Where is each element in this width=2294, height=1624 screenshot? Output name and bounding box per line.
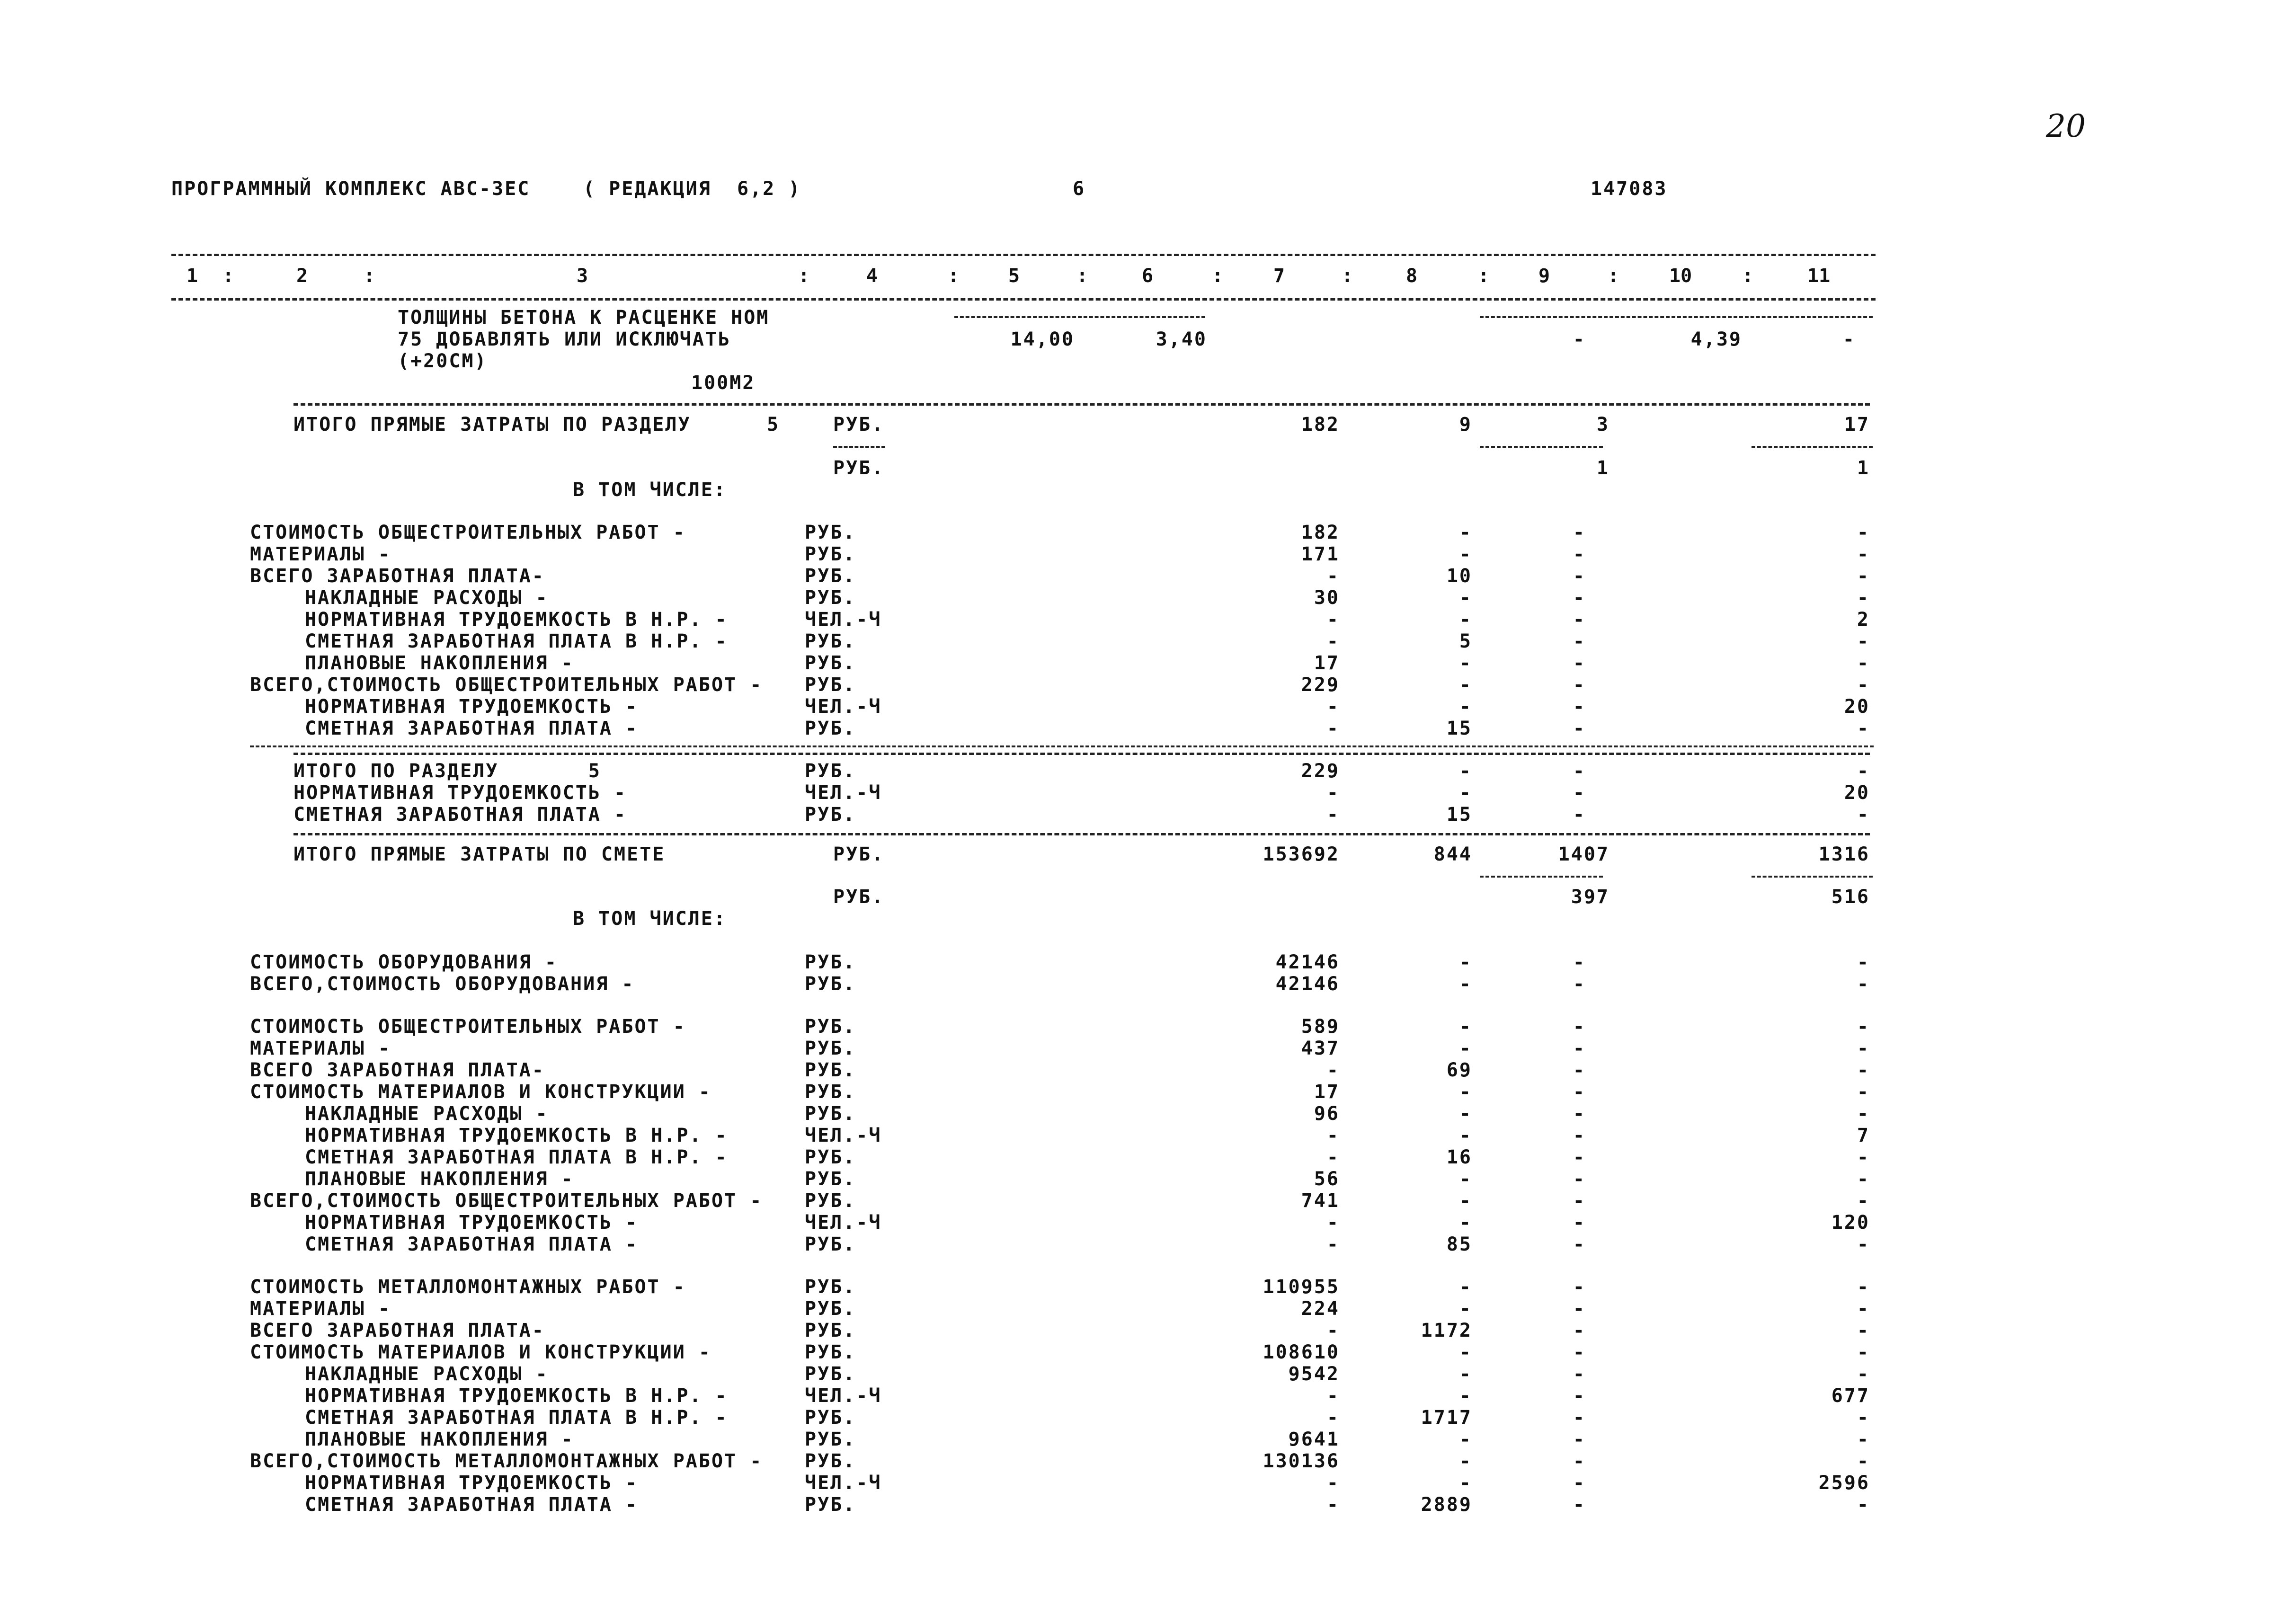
row-label: ВСЕГО,СТОИМОСТЬ ОБЩЕСТРОИТЕЛЬНЫХ РАБОТ -	[250, 674, 763, 696]
row-col8: -	[1459, 1212, 1472, 1234]
section-total-col8: 9	[1459, 414, 1472, 435]
row-label: ВСЕГО,СТОИМОСТЬ ОБЩЕСТРОИТЕЛЬНЫХ РАБОТ -	[250, 1190, 763, 1212]
row-col7: -	[1326, 1125, 1340, 1146]
row-col7: 96	[1314, 1103, 1340, 1125]
column-number: 5	[1008, 265, 1020, 287]
row-col8: -	[1459, 1429, 1472, 1450]
row-col9: -	[1573, 1298, 1586, 1320]
section-total-col11b: 1	[1857, 457, 1870, 479]
row-col7: 589	[1301, 1016, 1340, 1038]
row-label: ПЛАНОВЫЕ НАКОПЛЕНИЯ -	[305, 1429, 574, 1450]
row-label: НОРМАТИВНАЯ ТРУДОЕМКОСТЬ -	[305, 1212, 639, 1234]
row-unit: РУБ.	[805, 1190, 856, 1212]
row-unit: РУБ.	[805, 1450, 856, 1472]
row-col9: -	[1573, 1081, 1586, 1103]
section-total-col9-rule	[1480, 446, 1603, 448]
row-col11: -	[1857, 951, 1870, 973]
row-col7: 42146	[1275, 973, 1340, 995]
section-total-unit-rule	[833, 446, 885, 448]
row-unit: РУБ.	[805, 587, 856, 609]
column-separator: :	[1742, 265, 1754, 287]
row-label: СТОИМОСТЬ ОБОРУДОВАНИЯ -	[250, 951, 558, 973]
row-col9: -	[1573, 1407, 1586, 1429]
row-col7: 741	[1301, 1190, 1340, 1212]
estimate-total-col11: 1316	[1818, 843, 1870, 865]
row-label: ВСЕГО ЗАРАБОТНАЯ ПЛАТА-	[250, 565, 545, 587]
row-unit: РУБ.	[805, 543, 856, 565]
column-separator: :	[1478, 265, 1490, 287]
item-description-line2: 75 ДОБАВЛЯТЬ ИЛИ ИСКЛЮЧАТЬ	[398, 328, 731, 350]
row-unit: ЧЕЛ.-Ч	[805, 1212, 882, 1234]
row-col11: -	[1857, 565, 1870, 587]
row-label: СТОИМОСТЬ МЕТАЛЛОМОНТАЖНЫХ РАБОТ -	[250, 1276, 686, 1298]
row-unit: РУБ.	[805, 522, 856, 543]
item-col11: -	[1842, 328, 1856, 350]
row-col8: -	[1459, 1298, 1472, 1320]
row-label: ВСЕГО ЗАРАБОТНАЯ ПЛАТА-	[250, 1320, 545, 1341]
row-col11: 2596	[1818, 1472, 1870, 1494]
row-label: НАКЛАДНЫЕ РАСХОДЫ -	[305, 587, 549, 609]
row-label: НОРМАТИВНАЯ ТРУДОЕМКОСТЬ В Н.Р. -	[305, 1125, 728, 1146]
row-col11: 7	[1857, 1125, 1870, 1146]
row-col8: 69	[1446, 1059, 1472, 1081]
column-separator: :	[1076, 265, 1088, 287]
row-col7: 30	[1314, 587, 1340, 609]
row-label: СТОИМОСТЬ ОБЩЕСТРОИТЕЛЬНЫХ РАБОТ -	[250, 1016, 686, 1038]
estimate-total-unit2: РУБ.	[833, 886, 885, 908]
row-label: СТОИМОСТЬ МАТЕРИАЛОВ И КОНСТРУКЦИИ -	[250, 1341, 711, 1363]
row-col11: -	[1857, 1429, 1870, 1450]
column-number: 9	[1538, 265, 1550, 287]
row-col8: 85	[1446, 1234, 1472, 1255]
row-col8: -	[1459, 543, 1472, 565]
row-label: МАТЕРИАЛЫ -	[250, 1038, 391, 1059]
row-unit: РУБ.	[805, 1276, 856, 1298]
row-col8: -	[1459, 1450, 1472, 1472]
section-total-col7: 182	[1301, 414, 1340, 435]
row-col9: -	[1573, 565, 1586, 587]
row-col8: 15	[1446, 804, 1472, 825]
item-rule-56	[954, 316, 1205, 318]
row-col8: -	[1459, 609, 1472, 630]
item-rule-911	[1480, 316, 1873, 318]
page-number: 20	[2046, 108, 2086, 144]
row-col7: -	[1326, 1472, 1340, 1494]
row-unit: РУБ.	[805, 1146, 856, 1168]
row-col7: 17	[1314, 1081, 1340, 1103]
document-code: 147083	[1591, 178, 1668, 200]
row-unit: РУБ.	[805, 1168, 856, 1190]
section-including-label: В ТОМ ЧИСЛЕ:	[573, 479, 727, 501]
row-label: НОРМАТИВНАЯ ТРУДОЕМКОСТЬ -	[293, 782, 627, 804]
row-col8: 10	[1446, 565, 1472, 587]
row-unit: РУБ.	[805, 1234, 856, 1255]
row-col9: -	[1573, 1125, 1586, 1146]
column-number: 4	[866, 265, 878, 287]
row-col11: -	[1857, 718, 1870, 739]
row-col8: -	[1459, 973, 1472, 995]
row-label: НОРМАТИВНАЯ ТРУДОЕМКОСТЬ В Н.Р. -	[305, 1385, 728, 1407]
row-col9: -	[1573, 587, 1586, 609]
row-label: СМЕТНАЯ ЗАРАБОТНАЯ ПЛАТА В Н.Р. -	[305, 630, 728, 652]
row-col8: -	[1459, 587, 1472, 609]
row-unit: РУБ.	[805, 1320, 856, 1341]
column-number: 10	[1669, 265, 1692, 287]
row-unit: РУБ.	[805, 1407, 856, 1429]
row-col7: 229	[1301, 674, 1340, 696]
row-col11: -	[1857, 1059, 1870, 1081]
row-unit: ЧЕЛ.-Ч	[805, 1472, 882, 1494]
row-unit: РУБ.	[805, 760, 856, 782]
header-top-rule	[171, 254, 1876, 256]
row-col9: -	[1573, 1363, 1586, 1385]
row-label: НАКЛАДНЫЕ РАСХОДЫ -	[305, 1363, 549, 1385]
row-unit: РУБ.	[805, 1016, 856, 1038]
row-col9: -	[1573, 1234, 1586, 1255]
section-total-label: ИТОГО ПРЯМЫЕ ЗАТРАТЫ ПО РАЗДЕЛУ	[293, 414, 691, 435]
row-col11: -	[1857, 1168, 1870, 1190]
row-label: ВСЕГО ЗАРАБОТНАЯ ПЛАТА-	[250, 1059, 545, 1081]
column-number: 3	[577, 265, 588, 287]
row-col7: -	[1326, 1059, 1340, 1081]
row-col9: -	[1573, 782, 1586, 804]
row-unit: РУБ.	[805, 1081, 856, 1103]
header-bottom-rule	[171, 298, 1876, 301]
row-col11: -	[1857, 973, 1870, 995]
section-total-col11: 17	[1844, 414, 1870, 435]
column-separator: :	[798, 265, 810, 287]
row-col9: -	[1573, 522, 1586, 543]
row-col11: -	[1857, 652, 1870, 674]
row-col8: 1172	[1421, 1320, 1472, 1341]
block-rule-1	[250, 745, 1874, 747]
row-col11: -	[1857, 1081, 1870, 1103]
row-unit: РУБ.	[805, 804, 856, 825]
row-col9: -	[1573, 1341, 1586, 1363]
row-col11: -	[1857, 1038, 1870, 1059]
section-total-unit: РУБ.	[833, 414, 885, 435]
row-col8: -	[1459, 1363, 1472, 1385]
row-col11: -	[1857, 1494, 1870, 1516]
row-unit: РУБ.	[805, 1298, 856, 1320]
row-label: СМЕТНАЯ ЗАРАБОТНАЯ ПЛАТА В Н.Р. -	[305, 1407, 728, 1429]
row-label: СМЕТНАЯ ЗАРАБОТНАЯ ПЛАТА В Н.Р. -	[305, 1146, 728, 1168]
row-col11: -	[1857, 1103, 1870, 1125]
row-col11: -	[1857, 760, 1870, 782]
row-unit: РУБ.	[805, 973, 856, 995]
row-col7: -	[1326, 1146, 1340, 1168]
row-label: НОРМАТИВНАЯ ТРУДОЕМКОСТЬ -	[305, 696, 639, 718]
estimate-total-col9b: 397	[1571, 886, 1609, 908]
row-col8: -	[1459, 1190, 1472, 1212]
row-label: МАТЕРИАЛЫ -	[250, 543, 391, 565]
row-col11: -	[1857, 1234, 1870, 1255]
row-col8: -	[1459, 674, 1472, 696]
row-col11: -	[1857, 630, 1870, 652]
row-col11: -	[1857, 543, 1870, 565]
row-col8: -	[1459, 1385, 1472, 1407]
row-col8: 1717	[1421, 1407, 1472, 1429]
row-unit: РУБ.	[805, 1429, 856, 1450]
row-label: ВСЕГО,СТОИМОСТЬ МЕТАЛЛОМОНТАЖНЫХ РАБОТ -	[250, 1450, 763, 1472]
row-col9: -	[1573, 630, 1586, 652]
section-total-number: 5	[767, 414, 780, 435]
row-col8: -	[1459, 782, 1472, 804]
row-label: ПЛАНОВЫЕ НАКОПЛЕНИЯ -	[305, 1168, 574, 1190]
row-col11: 120	[1831, 1212, 1870, 1234]
row-col7: 182	[1301, 522, 1340, 543]
row-label: ВСЕГО,СТОИМОСТЬ ОБОРУДОВАНИЯ -	[250, 973, 635, 995]
row-col7: -	[1326, 565, 1340, 587]
row-col11: -	[1857, 674, 1870, 696]
row-col7: 130136	[1263, 1450, 1340, 1472]
row-label: СТОИМОСТЬ МАТЕРИАЛОВ И КОНСТРУКЦИИ -	[250, 1081, 711, 1103]
row-col7: 224	[1301, 1298, 1340, 1320]
item-col10: 4,39	[1690, 328, 1742, 350]
row-label: МАТЕРИАЛЫ -	[250, 1298, 391, 1320]
row-col11: -	[1857, 1016, 1870, 1038]
row-col11: -	[1857, 1450, 1870, 1472]
column-separator: :	[364, 265, 375, 287]
row-col11: -	[1857, 804, 1870, 825]
section-total-col9b: 1	[1596, 457, 1609, 479]
estimate-total-col9-rule	[1480, 876, 1603, 878]
row-label: СМЕТНАЯ ЗАРАБОТНАЯ ПЛАТА -	[305, 1234, 639, 1255]
row-col7: -	[1326, 804, 1340, 825]
row-col9: -	[1573, 973, 1586, 995]
column-number: 2	[296, 265, 308, 287]
row-col8: -	[1459, 951, 1472, 973]
estimate-total-unit: РУБ.	[833, 843, 885, 865]
row-col9: -	[1573, 951, 1586, 973]
section-total-col11-rule	[1752, 446, 1873, 448]
row-col7: 108610	[1263, 1341, 1340, 1363]
row-col7: -	[1326, 1320, 1340, 1341]
row-col11: -	[1857, 522, 1870, 543]
row-label: НОРМАТИВНАЯ ТРУДОЕМКОСТЬ -	[305, 1472, 639, 1494]
row-col8: -	[1459, 522, 1472, 543]
estimate-including-label: В ТОМ ЧИСЛЕ:	[573, 908, 727, 930]
row-col9: -	[1573, 760, 1586, 782]
column-number: 1	[187, 265, 198, 287]
row-unit: РУБ.	[805, 718, 856, 739]
row-col9: -	[1573, 1494, 1586, 1516]
estimate-total-col9: 1407	[1558, 843, 1609, 865]
column-separator: :	[948, 265, 960, 287]
row-unit: РУБ.	[805, 1363, 856, 1385]
row-col11: -	[1857, 1407, 1870, 1429]
row-col8: -	[1459, 1472, 1472, 1494]
row-col9: -	[1573, 1276, 1586, 1298]
row-col7: 171	[1301, 543, 1340, 565]
estimate-total-col7: 153692	[1263, 843, 1340, 865]
row-col7: -	[1326, 696, 1340, 718]
row-label: НАКЛАДНЫЕ РАСХОДЫ -	[305, 1103, 549, 1125]
row-col9: -	[1573, 1385, 1586, 1407]
section-total-unit2: РУБ.	[833, 457, 885, 479]
row-unit: ЧЕЛ.-Ч	[805, 1125, 882, 1146]
row-col11: -	[1857, 1146, 1870, 1168]
row-col7: -	[1326, 1212, 1340, 1234]
row-col11: -	[1857, 1298, 1870, 1320]
row-col8: 15	[1446, 718, 1472, 739]
row-col7: 17	[1314, 652, 1340, 674]
row-col7: -	[1326, 1385, 1340, 1407]
row-col8: -	[1459, 1341, 1472, 1363]
block-rule-2	[293, 833, 1870, 835]
item-description-line3: (+20СМ)	[398, 350, 488, 372]
row-col8: -	[1459, 760, 1472, 782]
item-col6: 3,40	[1156, 328, 1207, 350]
row-col9: -	[1573, 1059, 1586, 1081]
column-separator: :	[1342, 265, 1353, 287]
row-col7: -	[1326, 718, 1340, 739]
row-unit: РУБ.	[805, 1341, 856, 1363]
estimate-total-label: ИТОГО ПРЯМЫЕ ЗАТРАТЫ ПО СМЕТЕ	[293, 843, 666, 865]
row-col9: -	[1573, 1472, 1586, 1494]
row-unit: РУБ.	[805, 1038, 856, 1059]
row-label: СТОИМОСТЬ ОБЩЕСТРОИТЕЛЬНЫХ РАБОТ -	[250, 522, 686, 543]
row-label: СМЕТНАЯ ЗАРАБОТНАЯ ПЛАТА -	[305, 1494, 639, 1516]
item-col5: 14,00	[1010, 328, 1075, 350]
row-unit: ЧЕЛ.-Ч	[805, 782, 882, 804]
program-name: ПРОГРАММНЫЙ КОМПЛЕКС АВС-3ЕС	[171, 178, 531, 200]
row-col8: -	[1459, 652, 1472, 674]
item-col9: -	[1573, 328, 1586, 350]
estimate-total-col11-rule	[1752, 876, 1873, 878]
row-col11: 20	[1844, 696, 1870, 718]
row-col8: -	[1459, 696, 1472, 718]
section-total-col9: 3	[1596, 414, 1609, 435]
row-unit: ЧЕЛ.-Ч	[805, 1385, 882, 1407]
row-col8: 16	[1446, 1146, 1472, 1168]
row-col9: -	[1573, 1103, 1586, 1125]
row-col11: 677	[1831, 1385, 1870, 1407]
row-col9: -	[1573, 652, 1586, 674]
row-unit: РУБ.	[805, 1494, 856, 1516]
row-unit: РУБ.	[805, 1103, 856, 1125]
row-unit: ЧЕЛ.-Ч	[805, 696, 882, 718]
row-col9: -	[1573, 696, 1586, 718]
row-col11: 20	[1844, 782, 1870, 804]
column-number: 6	[1142, 265, 1154, 287]
row-col9: -	[1573, 1168, 1586, 1190]
row-label: СМЕТНАЯ ЗАРАБОТНАЯ ПЛАТА -	[305, 718, 639, 739]
item-unit: 100М2	[691, 372, 756, 394]
row-label: ИТОГО ПО РАЗДЕЛУ 5	[293, 760, 601, 782]
row-col8: -	[1459, 1016, 1472, 1038]
row-col7: 437	[1301, 1038, 1340, 1059]
row-col8: 5	[1459, 630, 1472, 652]
row-col9: -	[1573, 1212, 1586, 1234]
estimate-total-col11b: 516	[1831, 886, 1870, 908]
row-unit: ЧЕЛ.-Ч	[805, 609, 882, 630]
column-separator: :	[1212, 265, 1224, 287]
row-col7: -	[1326, 1407, 1340, 1429]
row-col11: -	[1857, 1363, 1870, 1385]
row-col7: 110955	[1263, 1276, 1340, 1298]
row-unit: РУБ.	[805, 674, 856, 696]
row-col9: -	[1573, 1038, 1586, 1059]
row-col9: -	[1573, 674, 1586, 696]
row-col11: -	[1857, 1190, 1870, 1212]
row-unit: РУБ.	[805, 565, 856, 587]
row-col11: 2	[1857, 609, 1870, 630]
row-label: СМЕТНАЯ ЗАРАБОТНАЯ ПЛАТА -	[293, 804, 627, 825]
row-col8: -	[1459, 1038, 1472, 1059]
column-number: 11	[1807, 265, 1831, 287]
row-col9: -	[1573, 1190, 1586, 1212]
row-unit: РУБ.	[805, 630, 856, 652]
row-label: НОРМАТИВНАЯ ТРУДОЕМКОСТЬ В Н.Р. -	[305, 609, 728, 630]
column-separator: :	[1608, 265, 1619, 287]
column-number: 7	[1273, 265, 1285, 287]
row-col8: 2889	[1421, 1494, 1472, 1516]
row-col11: -	[1857, 1276, 1870, 1298]
row-col9: -	[1573, 609, 1586, 630]
row-col7: 42146	[1275, 951, 1340, 973]
row-col9: -	[1573, 1320, 1586, 1341]
row-col7: 56	[1314, 1168, 1340, 1190]
row-col7: -	[1326, 1494, 1340, 1516]
row-col8: -	[1459, 1125, 1472, 1146]
row-unit: РУБ.	[805, 1059, 856, 1081]
row-col8: -	[1459, 1168, 1472, 1190]
row-col8: -	[1459, 1276, 1472, 1298]
row-col8: -	[1459, 1103, 1472, 1125]
row-col7: 229	[1301, 760, 1340, 782]
column-separator: :	[222, 265, 234, 287]
item-description-line1: ТОЛЩИНЫ БЕТОНА К РАСЦЕНКЕ НОМ	[398, 307, 770, 328]
row-col9: -	[1573, 718, 1586, 739]
row-col7: -	[1326, 630, 1340, 652]
row-col7: 9641	[1288, 1429, 1340, 1450]
sheet-number: 6	[1073, 178, 1086, 200]
row-unit: РУБ.	[805, 652, 856, 674]
row-col11: -	[1857, 1320, 1870, 1341]
estimate-total-col8: 844	[1433, 843, 1472, 865]
row-col9: -	[1573, 1450, 1586, 1472]
row-col9: -	[1573, 1146, 1586, 1168]
row-label: ПЛАНОВЫЕ НАКОПЛЕНИЯ -	[305, 652, 574, 674]
row-col7: -	[1326, 1234, 1340, 1255]
block-rule-1b	[293, 753, 1870, 755]
row-col7: -	[1326, 782, 1340, 804]
row-col11: -	[1857, 1341, 1870, 1363]
section-total-rule	[293, 403, 1870, 406]
row-unit: РУБ.	[805, 951, 856, 973]
row-col9: -	[1573, 543, 1586, 565]
row-col7: -	[1326, 609, 1340, 630]
row-col9: -	[1573, 804, 1586, 825]
row-col7: 9542	[1288, 1363, 1340, 1385]
row-col11: -	[1857, 587, 1870, 609]
row-col9: -	[1573, 1016, 1586, 1038]
row-col8: -	[1459, 1081, 1472, 1103]
edition: ( РЕДАКЦИЯ 6,2 )	[583, 178, 801, 200]
row-col9: -	[1573, 1429, 1586, 1450]
column-number: 8	[1406, 265, 1418, 287]
